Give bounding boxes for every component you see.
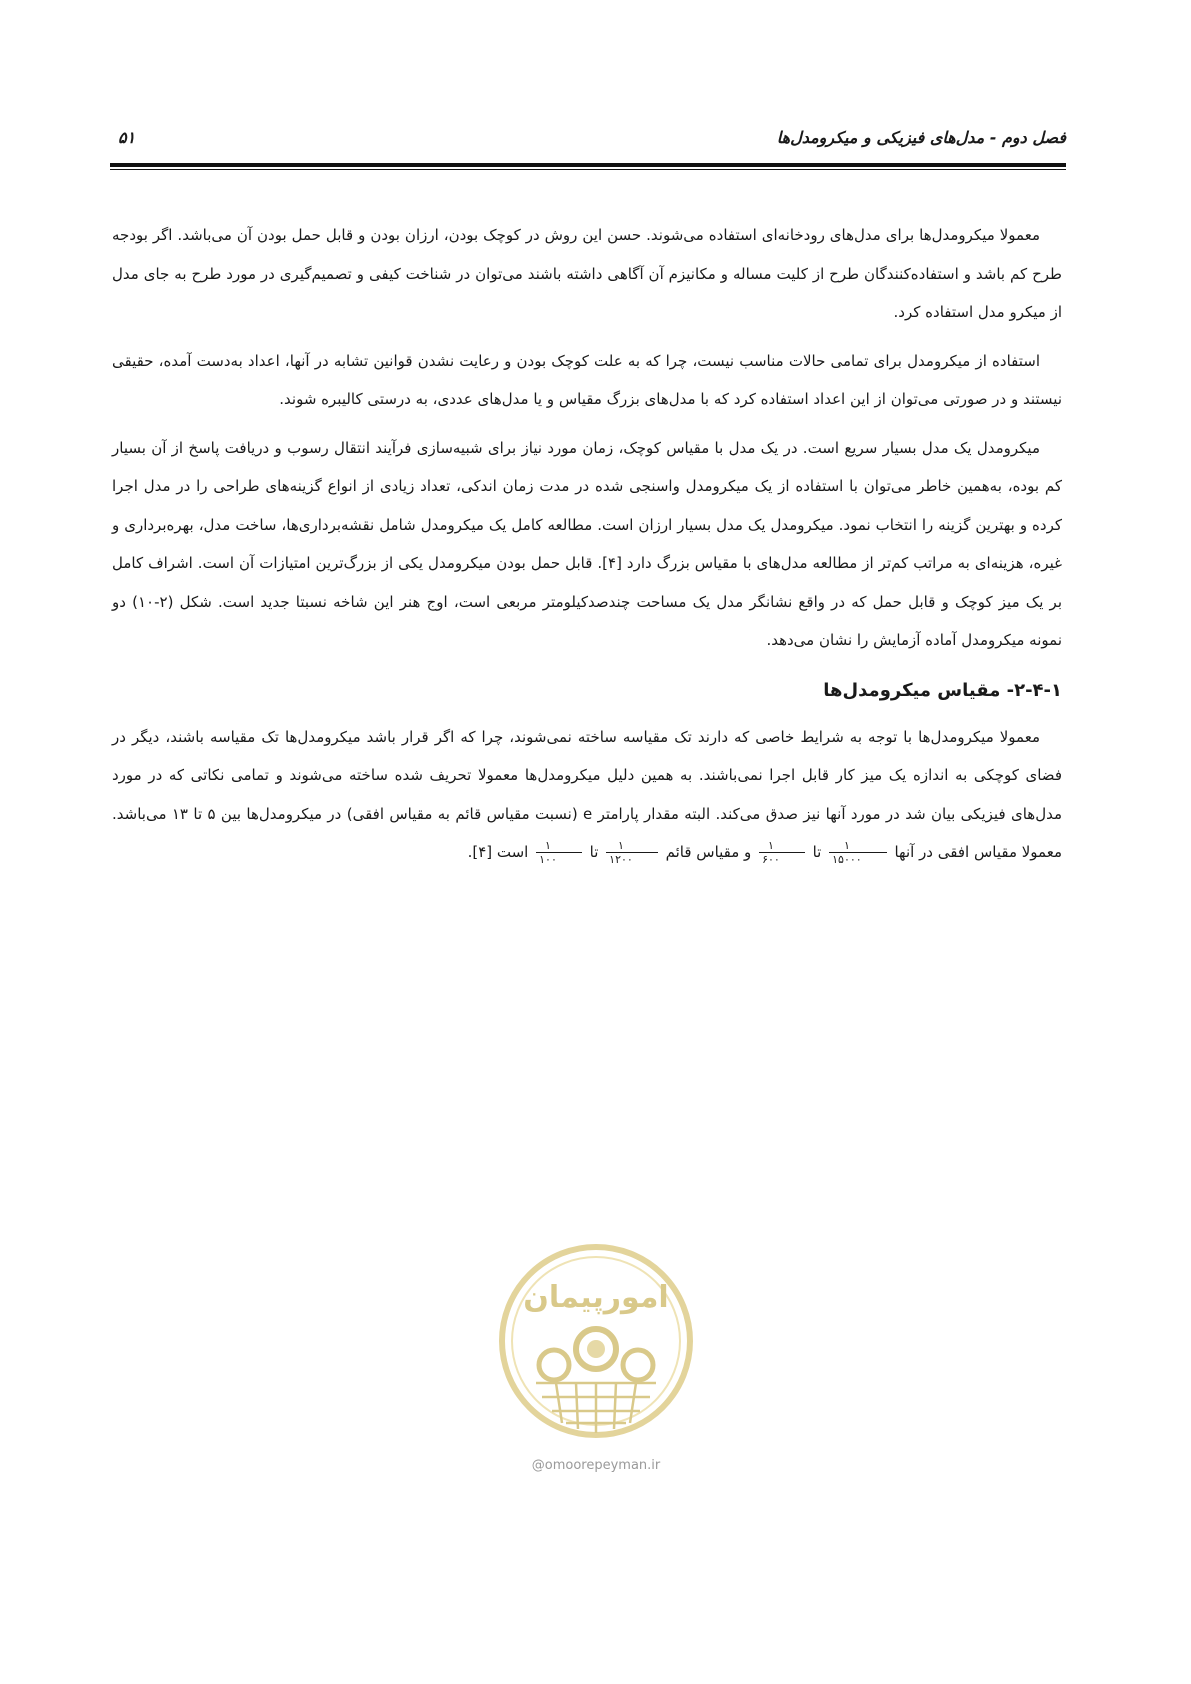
page-number: ۵۱ bbox=[118, 128, 136, 147]
page-header bbox=[110, 128, 1066, 158]
fraction-4-num: ۱ bbox=[536, 839, 582, 853]
fraction-3 bbox=[606, 839, 658, 866]
p4-text-a: معمولا میکرومدل‌ها با توجه به شرایط خاصی که دارند تک مقیاسه ساخته نمی‌شوند، چرا که اگر قرار باشد میکرومدل‌ها تک مقیاسه باشند، دیگر در فضای کوچکی به اندازه یک میز کار قابل اجرا نمی‌باشند. به همین دلیل میکرومدل‌ها معمولا تحریف شده ساخته می‌شوند و تمامی نکاتی که در مورد مدل‌های فیزیکی بیان شد در مورد آنها نیز صدق می‌کند. البته مقدار پارامتر e (نسبت مقیاس قائم به مقیاس افقی) در میکرومدل‌ها بین ۵ تا ۱۳ می‌باشد. معمولا مقیاس افقی در آنها bbox=[112, 727, 1063, 861]
fraction-4 bbox=[536, 839, 582, 866]
fraction-2 bbox=[759, 839, 805, 866]
paragraph-4 bbox=[112, 718, 1062, 872]
body-text bbox=[112, 216, 1062, 882]
fraction-2-den: ۶۰۰ bbox=[762, 853, 780, 866]
fraction-1-den: ۱۵۰۰۰ bbox=[832, 853, 862, 866]
logo-emblem-icon bbox=[496, 1241, 696, 1441]
fraction-4-den: ۱۰۰ bbox=[539, 853, 557, 866]
paragraph-3: میکرومدل یک مدل بسیار سریع است. در یک مدل با مقیاس کوچک، زمان مورد نیاز برای شبیه‌سازی فرآیند انتقال رسوب و دریافت پاسخ از آن بسیار کم بوده، به‌همین خاطر می‌توان با استفاده از یک میکرومدل واسنجی شده در مدت زمان اندکی، تعداد زیادی از انواع گزینه‌های طراحی را در مدل اجرا کرده و بهترین گزینه را انتخاب نمود. میکرومدل یک مدل بسیار ارزان است. مطالعه کامل یک میکرومدل شامل نقشه‌برداری‌ها، ساخت مدل، بهره‌برداری و غیره، هزینه‌ای به مراتب کم‌تر از مطالعه مدل‌های با مقیاس بزرگ دارد [۴]. قابل حمل بودن میکرومدل یکی از بزرگ‌ترین امتیازات آن است. اشراف کامل بر یک میز کوچک و قابل حمل که در واقع نشانگر مدل یک مساحت چندصدکیلومتر مربعی است، اوج هنر این شاخه نسبتا جدید است. شکل (۲-۱۰) دو نمونه میکرومدل آماده آزمایش را نشان می‌دهد. bbox=[112, 438, 1063, 649]
fraction-1 bbox=[829, 839, 887, 866]
fraction-1-num: ۱ bbox=[829, 839, 887, 853]
chapter-title: فصل دوم - مدل‌های فیزیکی و میکرومدل‌ها bbox=[776, 128, 1066, 147]
header-rule-thin bbox=[110, 169, 1066, 170]
section-heading: ۲-۴-۱- مقیاس میکرومدل‌ها bbox=[823, 679, 1062, 701]
watermark-logo bbox=[496, 1241, 696, 1441]
paragraph-1: معمولا میکرومدل‌ها برای مدل‌های رودخانه‌ای استفاده می‌شوند. حسن این روش در کوچک بودن، ارزان بودن و قابل حمل بودن آن می‌باشد. اگر بودجه طرح کم باشد و استفاده‌کنندگان طرح از کلیت مساله و مکانیزم آن آگاهی داشته باشند می‌توان در شناخت کیفی و تصمیم‌گیری در مورد طرح به جای مدل از میکرو مدل استفاده کرد. bbox=[112, 226, 1062, 321]
watermark-caption: @omoorepeyman.ir bbox=[531, 1458, 661, 1473]
header-rule-thick bbox=[110, 163, 1066, 167]
fraction-3-den: ۱۲۰۰ bbox=[609, 853, 633, 866]
logo-text: امورپیمان bbox=[523, 1280, 669, 1315]
p4-text-b: تا bbox=[812, 843, 822, 861]
p4-text-c: و مقیاس قائم bbox=[665, 843, 752, 861]
paragraph-2: استفاده از میکرومدل برای تمامی حالات مناسب نیست، چرا که به علت کوچک بودن و رعایت نشدن قوانین تشابه در آنها، اعداد به‌دست آمده، حقیقی نیستند و در صورتی می‌توان از این اعداد استفاده کرد که با مدل‌های بزرگ مقیاس و یا مدل‌های عددی، به درستی کالیبره شوند. bbox=[112, 351, 1062, 408]
p4-text-d: تا bbox=[589, 843, 599, 861]
fraction-2-num: ۱ bbox=[759, 839, 805, 853]
p4-text-e: است [۴]. bbox=[467, 843, 529, 861]
fraction-3-num: ۱ bbox=[606, 839, 658, 853]
